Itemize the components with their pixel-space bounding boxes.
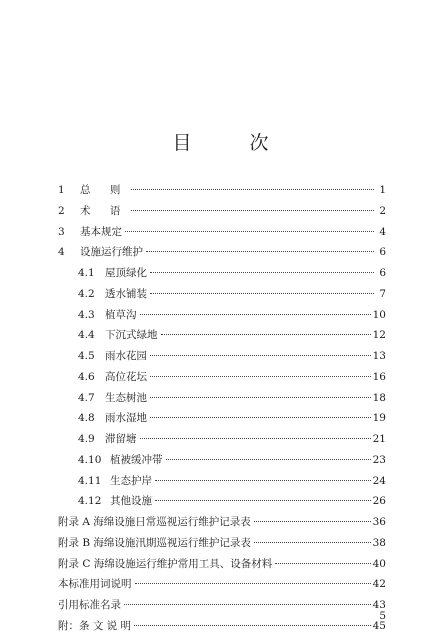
toc-entry-article-explanation[interactable] xyxy=(58,616,386,637)
toc-leader-dots xyxy=(254,542,371,543)
toc-entry-4-10[interactable] xyxy=(58,450,386,471)
toc-entry-label: 附：条 文 说 明 xyxy=(58,619,132,632)
toc-entry-label: 高位花坛 xyxy=(105,370,147,383)
toc-leader-dots xyxy=(146,251,374,252)
toc-leader-dots xyxy=(131,189,374,190)
toc-entry-4-8[interactable] xyxy=(58,408,386,429)
toc-leader-dots xyxy=(134,625,371,626)
toc-entry-label: 透水铺装 xyxy=(105,287,147,300)
toc-entry-label: 雨水湿地 xyxy=(105,412,147,425)
toc-leader-dots xyxy=(155,500,371,501)
toc-leader-dots xyxy=(161,334,371,335)
toc-entry-page: 18 xyxy=(372,391,386,404)
toc-entry-page: 40 xyxy=(372,557,386,570)
toc-entry-appendix-a[interactable] xyxy=(58,512,386,533)
toc-leader-dots xyxy=(135,583,371,584)
page-number: 5 xyxy=(379,610,386,622)
toc-entry-page: 12 xyxy=(372,329,386,342)
toc-entry-page: 1 xyxy=(379,184,386,196)
toc-entry-label: 总 则 xyxy=(80,184,129,196)
toc-entry-4-12[interactable] xyxy=(58,491,386,512)
toc-entry-label: 附录 A 海绵设施日常巡视运行维护记录表 xyxy=(58,516,251,528)
toc-entry-number: 4.5 xyxy=(78,350,95,362)
toc-entry-page: 23 xyxy=(372,453,386,466)
toc-entry-page: 38 xyxy=(372,536,386,549)
toc-entry-page: 2 xyxy=(379,204,386,217)
toc-entry-page: 16 xyxy=(372,370,386,383)
toc-entry-label: 滞留塘 xyxy=(105,433,137,445)
toc-entry-page: 19 xyxy=(372,412,386,425)
toc-leader-dots xyxy=(124,604,371,605)
toc-entry-page: 10 xyxy=(372,308,386,321)
toc-entry-page: 21 xyxy=(372,433,386,445)
toc-entry-label: 生态树池 xyxy=(105,391,147,404)
table-of-contents xyxy=(58,180,386,637)
toc-entry-4-3[interactable] xyxy=(58,305,386,326)
toc-entry-number: 4.1 xyxy=(78,267,95,279)
toc-entry-number: 4.8 xyxy=(78,412,95,425)
toc-entry-number: 4.11 xyxy=(78,474,102,487)
toc-leader-dots xyxy=(275,563,370,564)
toc-entry-page: 7 xyxy=(379,287,386,300)
toc-entry-appendix-c[interactable] xyxy=(58,554,386,575)
toc-entry-referenced-standards[interactable] xyxy=(58,595,386,616)
toc-entry-number: 2 xyxy=(58,204,65,217)
toc-entry-4-4[interactable] xyxy=(58,325,386,346)
toc-entry-label: 植被缓冲带 xyxy=(110,453,163,466)
toc-entry-number: 4.12 xyxy=(78,495,102,508)
toc-entry-label: 雨水花园 xyxy=(105,350,147,362)
toc-entry-number: 4 xyxy=(58,246,65,259)
toc-entry-label: 基本规定 xyxy=(80,225,122,238)
toc-entry-label: 术 语 xyxy=(80,204,129,217)
toc-entry-label: 植草沟 xyxy=(105,308,137,321)
toc-entry-page: 6 xyxy=(379,267,386,279)
toc-leader-dots xyxy=(150,293,374,294)
toc-leader-dots xyxy=(166,459,371,460)
toc-entry-4[interactable] xyxy=(58,242,386,263)
toc-leader-dots xyxy=(125,231,374,232)
toc-leader-dots xyxy=(150,376,371,377)
toc-entry-page: 24 xyxy=(372,474,386,487)
toc-entry-4-7[interactable] xyxy=(58,388,386,409)
toc-entry-label: 附录 B 海绵设施汛期巡视运行维护记录表 xyxy=(58,536,251,549)
toc-entry-wording-explanation[interactable] xyxy=(58,574,386,595)
toc-entry-label: 下沉式绿地 xyxy=(105,329,158,342)
toc-leader-dots xyxy=(140,438,371,439)
toc-entry-label: 其他设施 xyxy=(110,495,152,508)
toc-entry-number: 4.7 xyxy=(78,391,95,404)
toc-entry-page: 4 xyxy=(379,225,386,238)
toc-entry-1[interactable] xyxy=(58,180,386,201)
toc-entry-4-1[interactable] xyxy=(58,263,386,284)
toc-entry-page: 13 xyxy=(372,350,386,362)
toc-entry-label: 附录 C 海绵设施运行维护常用工具、设备材料 xyxy=(58,557,273,570)
toc-leader-dots xyxy=(131,210,374,211)
toc-entry-number: 4.10 xyxy=(78,453,102,466)
toc-entry-label: 生态护岸 xyxy=(110,474,152,487)
toc-entry-label: 屋顶绿化 xyxy=(105,267,147,279)
toc-entry-page: 26 xyxy=(372,495,386,508)
toc-entry-appendix-b[interactable] xyxy=(58,533,386,554)
toc-leader-dots xyxy=(150,417,371,418)
toc-leader-dots xyxy=(150,272,374,273)
toc-leader-dots xyxy=(140,314,371,315)
toc-leader-dots xyxy=(150,397,371,398)
toc-entry-page: 42 xyxy=(372,578,386,591)
toc-entry-3[interactable] xyxy=(58,222,386,243)
toc-entry-4-6[interactable] xyxy=(58,367,386,388)
toc-entry-number: 4.4 xyxy=(78,329,95,342)
toc-entry-4-2[interactable] xyxy=(58,284,386,305)
toc-entry-label: 引用标准名录 xyxy=(58,599,121,611)
toc-entry-2[interactable] xyxy=(58,201,386,222)
toc-entry-4-11[interactable] xyxy=(58,471,386,492)
toc-entry-number: 1 xyxy=(58,184,65,196)
toc-entry-number: 3 xyxy=(58,225,65,238)
toc-entry-page: 36 xyxy=(372,516,386,528)
toc-entry-page: 45 xyxy=(372,619,386,632)
page-title: 目 次 xyxy=(172,132,295,154)
toc-leader-dots xyxy=(254,521,371,522)
toc-leader-dots xyxy=(155,480,371,481)
toc-entry-4-5[interactable] xyxy=(58,346,386,367)
toc-entry-page: 6 xyxy=(379,246,386,259)
toc-entry-label: 设施运行维护 xyxy=(80,246,143,259)
toc-entry-page: 43 xyxy=(372,599,386,611)
toc-entry-4-9[interactable] xyxy=(58,429,386,450)
toc-entry-number: 4.2 xyxy=(78,287,95,300)
toc-entry-number: 4.3 xyxy=(78,308,95,321)
toc-entry-number: 4.6 xyxy=(78,370,95,383)
toc-leader-dots xyxy=(150,355,371,356)
toc-entry-label: 本标准用词说明 xyxy=(58,578,132,591)
toc-entry-number: 4.9 xyxy=(78,433,95,445)
